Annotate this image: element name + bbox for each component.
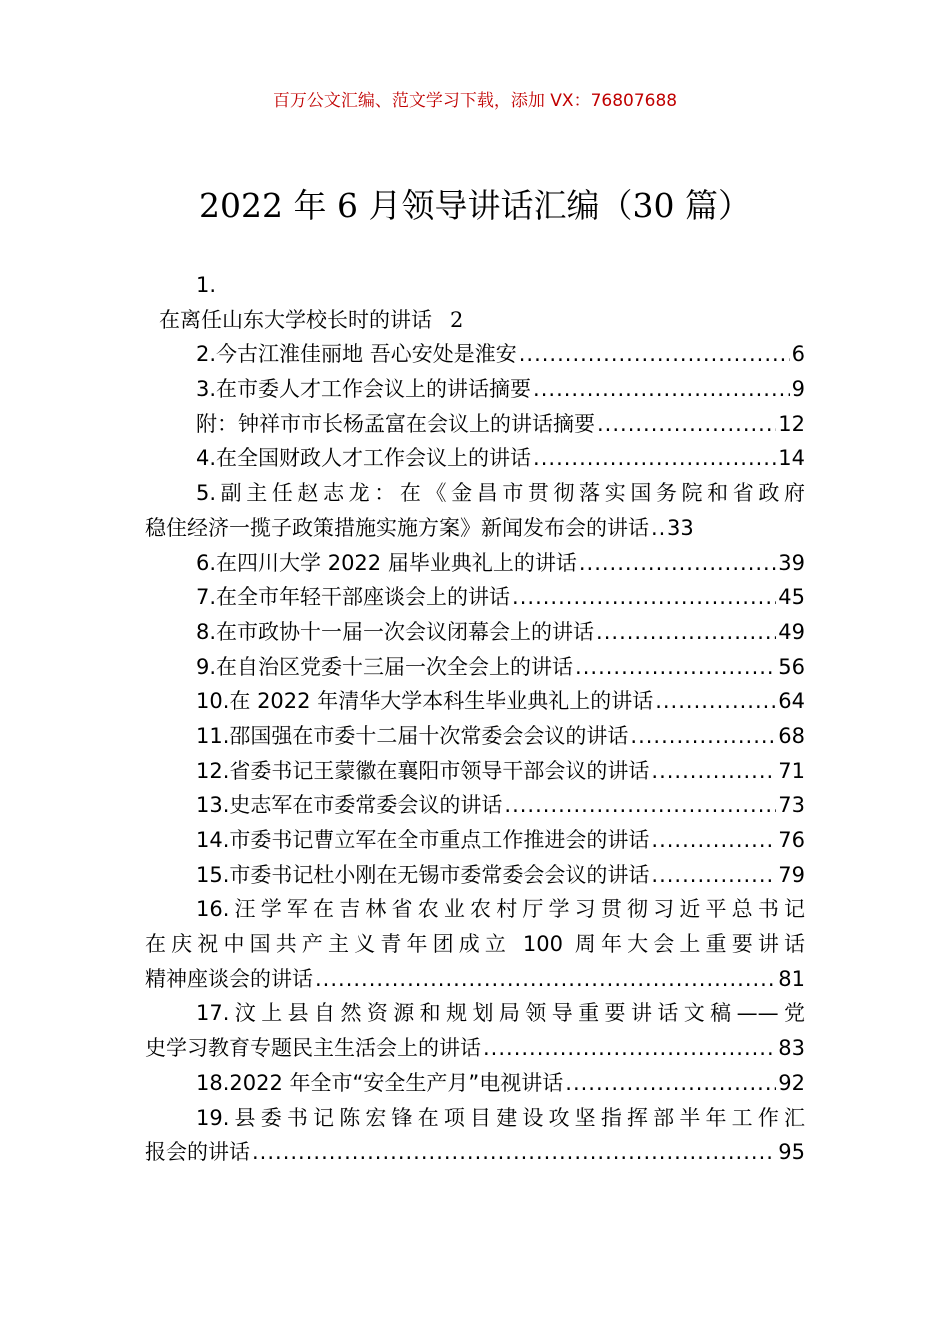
toc-item-16-line3[interactable]: 精神座谈会的讲话 ..... 81 — [145, 962, 805, 997]
leader-dots — [579, 546, 776, 581]
toc-entry-text: 14.市委书记曹立军在全市重点工作推进会的讲话 — [196, 828, 650, 852]
toc-entry[interactable] — [145, 719, 805, 754]
toc-entry-page: 49 — [778, 619, 805, 644]
toc-entry[interactable] — [145, 441, 805, 476]
toc-entry-text: 8.在市政协十一届一次会议闭幕会上的讲话 — [196, 619, 595, 644]
toc-entry[interactable] — [145, 788, 805, 823]
toc-item-18[interactable]: 18.2022 年全市“安全生产月”电视讲话 ..... 92 — [145, 1066, 805, 1101]
leader-dots — [651, 858, 776, 893]
toc-entry[interactable] — [145, 858, 805, 893]
toc-entry[interactable] — [145, 372, 805, 407]
leader-dots — [533, 441, 776, 476]
toc-item-17-line1[interactable]: 17.汶上县自然资源和规划局领导重要讲话文稿——党 — [196, 1001, 805, 1026]
leader-dots — [596, 615, 776, 650]
leader-dots — [575, 650, 776, 685]
toc-entry-page: 76 — [778, 828, 805, 852]
leader-dots — [533, 372, 790, 407]
page-header: 百万公文汇编、范文学习下载，添加 VX：76807688 — [272, 91, 678, 111]
toc-entry[interactable] — [145, 615, 805, 650]
toc-item-text: 在离任山东大学校长时的讲话 — [159, 307, 432, 332]
toc-entry-page: 9 — [791, 377, 805, 402]
toc-entry-page: 68 — [778, 723, 805, 748]
toc-entry-text: 3.在市委人才工作会议上的讲话摘要 — [196, 377, 532, 402]
toc-entry-text: 附：钟祥市市长杨孟富在会议上的讲话摘要 — [196, 411, 595, 436]
toc-item-19-line2[interactable]: 报会的讲话 ..... 95 — [145, 1135, 805, 1170]
toc-entry-text: 13.史志军在市委常委会议的讲话 — [196, 793, 503, 818]
toc-entry-page: 56 — [778, 654, 805, 679]
toc-entry-text: 11.邵国强在市委十二届十次常委会会议的讲话 — [196, 723, 629, 748]
toc-item-page: 2 — [450, 307, 464, 332]
toc-entry-text: 7.在全市年轻干部座谈会上的讲话 — [196, 585, 511, 610]
leader-dots — [597, 407, 776, 442]
toc-entry-text: 2.今古江淮佳丽地 吾心安处是淮安 — [196, 342, 517, 367]
toc-item-1-number[interactable]: 1. — [196, 273, 217, 297]
leader-dots — [651, 754, 776, 789]
toc-entry[interactable] — [145, 684, 805, 719]
toc-entry[interactable] — [145, 823, 805, 858]
toc-entry-text: 12.省委书记王蒙徽在襄阳市领导干部会议的讲话 — [196, 758, 650, 783]
toc-item-5-line2[interactable]: 稳住经济一揽子政策措施实施方案》新闻发布会的讲话 ..... 33 — [145, 511, 805, 546]
leader-dots — [655, 684, 776, 719]
toc-item-16-line1[interactable]: 16.汪学军在吉林省农业农村厅学习贯彻习近平总书记 — [196, 897, 805, 922]
document-title: 2022 年 6 月领导讲话汇编（30 篇） — [199, 186, 751, 225]
leader-dots — [315, 962, 776, 997]
toc-entry-page: 64 — [778, 689, 805, 714]
toc-item-17-line2[interactable]: 史学习教育专题民主生活会上的讲话 ..... 83 — [145, 1031, 805, 1066]
toc-entry-page: 79 — [778, 862, 805, 887]
table-of-contents — [145, 268, 805, 1170]
toc-entry-page: 14 — [778, 446, 805, 471]
toc-item-16-line2[interactable]: 在庆祝中国共产主义青年团成立 100 周年大会上重要讲话 — [145, 932, 805, 957]
toc-entry-page: 71 — [778, 758, 805, 783]
leader-dots — [651, 511, 665, 546]
toc-entry[interactable] — [145, 754, 805, 789]
toc-entry-page: 12 — [778, 411, 805, 436]
toc-entry[interactable] — [145, 546, 805, 581]
leader-dots — [483, 1031, 776, 1066]
toc-item-19-line1[interactable]: 19.县委书记陈宏锋在项目建设攻坚指挥部半年工作汇 — [196, 1105, 805, 1130]
toc-entry-page: 6 — [791, 342, 805, 367]
toc-entry[interactable] — [145, 337, 805, 372]
leader-dots — [504, 788, 776, 823]
toc-entry[interactable] — [145, 650, 805, 685]
leader-dots — [651, 823, 776, 858]
toc-entry-text: 6.在四川大学 2022 届毕业典礼上的讲话 — [196, 550, 577, 575]
leader-dots — [519, 337, 790, 372]
leader-dots — [252, 1135, 776, 1170]
toc-entry-page: 73 — [778, 793, 805, 818]
toc-entry-text: 10.在 2022 年清华大学本科生毕业典礼上的讲话 — [196, 689, 654, 714]
toc-item-1[interactable] — [145, 303, 805, 338]
leader-dots — [512, 580, 776, 615]
toc-item-5-line1[interactable]: 5.副主任赵志龙：在《金昌市贯彻落实国务院和省政府 — [196, 481, 805, 506]
toc-entry-text: 4.在全国财政人才工作会议上的讲话 — [196, 446, 532, 471]
leader-dots — [630, 719, 776, 754]
toc-entry-text: 9.在自治区党委十三届一次全会上的讲话 — [196, 654, 574, 679]
toc-entry[interactable] — [145, 580, 805, 615]
toc-entry[interactable] — [145, 407, 805, 442]
leader-dots — [565, 1066, 776, 1101]
toc-entry-page: 45 — [778, 585, 805, 610]
toc-entry-text: 15.市委书记杜小刚在无锡市委常委会会议的讲话 — [196, 862, 650, 887]
toc-entry-page: 39 — [778, 550, 805, 575]
